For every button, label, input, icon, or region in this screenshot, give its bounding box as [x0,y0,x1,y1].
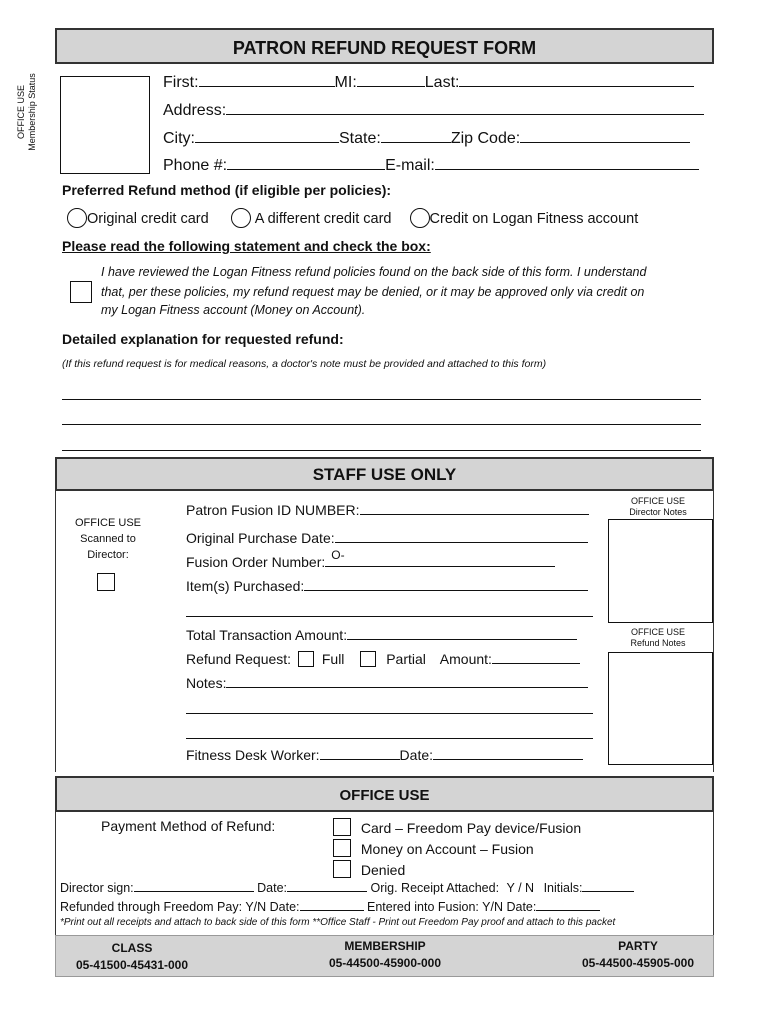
entered-date-input[interactable] [536,899,600,911]
email-input[interactable] [435,155,699,170]
desk-worker-label: Fitness Desk Worker: [186,747,320,763]
party-code: 05-44500-45905-000 [581,956,695,970]
items-input[interactable] [304,576,588,591]
option-logan-credit: Credit on Logan Fitness account [429,211,639,227]
card-freedom-pay-checkbox[interactable] [333,818,351,836]
state-label: State: [339,130,381,147]
fusion-id-input[interactable] [360,500,589,515]
partial-checkbox[interactable] [360,651,376,667]
phone-input[interactable] [227,155,385,170]
purchase-date-input[interactable] [335,528,588,543]
refunded-yn[interactable]: Y/N [245,900,267,914]
scanned-checkbox[interactable] [97,573,115,591]
items-label: Item(s) Purchased: [186,578,305,594]
fusion-id-row [186,500,589,518]
address-label: Address: [163,102,227,119]
entered-yn[interactable]: Y/N [482,900,503,914]
total-label: Total Transaction Amount: [186,627,348,643]
desk-date-input[interactable] [433,745,583,760]
director-sign-label: Director sign: [60,881,134,895]
membership-code-block [315,938,455,972]
staff-use-banner [55,457,714,491]
desk-date-label: Date: [399,747,434,763]
refunded-date-label: Date: [269,900,300,914]
scanned-office-use: OFFICE USE [74,517,141,529]
statement-line-2: that, per these policies, my refund request may be denied, or it may be approved only via credit on [101,285,645,299]
explanation-line-3[interactable] [62,450,701,451]
refund-request-label: Refund Request: [186,651,292,667]
state-input[interactable] [381,128,451,143]
desk-worker-row [186,745,583,763]
zip-input[interactable] [520,128,690,143]
desk-worker-input[interactable] [320,745,400,760]
zip-label: Zip Code: [450,130,521,147]
initials-label: Initials: [543,881,583,895]
money-on-account-checkbox[interactable] [333,839,351,857]
phone-row [163,155,699,175]
order-number-row [186,548,555,570]
radio-original-card[interactable] [67,208,87,228]
director-notes-title: Director Notes [629,507,687,517]
first-label: First: [163,74,199,91]
amount-input[interactable] [492,649,580,664]
payment-method-1 [333,818,581,836]
first-input[interactable] [199,72,335,87]
items-row [186,576,588,594]
scanned-to-director-label [68,515,148,563]
name-row [163,72,694,92]
explanation-heading: Detailed explanation for requested refund: [62,331,344,347]
denied-checkbox[interactable] [333,860,351,878]
director-notes-office-use: OFFICE USE [630,496,685,506]
membership-label: MEMBERSHIP [344,939,426,953]
option-different-card: A different credit card [254,211,392,227]
refund-method-heading: Preferred Refund method (if eligible per policies): [62,182,392,198]
card-freedom-pay-label: Card – Freedom Pay device/Fusion [360,820,582,836]
email-label: E-mail: [385,157,435,174]
explanation-line-1[interactable] [62,399,701,400]
office-use-banner [55,776,714,812]
total-row [186,625,577,643]
party-code-block [568,938,708,972]
address-row [163,100,704,120]
money-on-account-label: Money on Account – Fusion [360,841,534,857]
order-number-label: Fusion Order Number: [186,554,326,570]
director-date-label: Date: [257,881,288,895]
payment-method-label: Payment Method of Refund: [101,818,276,834]
director-sign-row [60,880,634,895]
membership-status-box[interactable] [60,76,150,174]
radio-logan-credit[interactable] [410,208,430,228]
orig-receipt-label: Orig. Receipt Attached: [370,881,500,895]
full-checkbox[interactable] [298,651,314,667]
director-notes-box[interactable] [608,519,713,623]
fusion-id-label: Patron Fusion ID NUMBER: [186,502,360,518]
office-footnote: *Print out all receipts and attach to back side of this form **Office Staff - Print out Freedom Pay proof and attach to this packet [60,917,616,928]
membership-status-vertical-label [16,52,46,172]
partial-label: Partial [386,651,426,667]
refund-request-row [186,649,580,667]
membership-code: 05-44500-45900-000 [328,956,442,970]
amount-label: Amount: [439,651,492,667]
purchase-date-label: Original Purchase Date: [186,530,335,546]
full-label: Full [321,651,345,667]
payment-method-2 [333,839,534,857]
notes-row [186,673,588,691]
refund-notes-office-use: OFFICE USE [630,627,685,637]
class-code-block [62,940,202,974]
last-label: Last: [424,74,460,91]
orig-receipt-yn[interactable]: Y / N [506,881,535,895]
city-row [163,128,690,148]
staff-use-title: STAFF USE ONLY [312,465,457,484]
mi-label: MI: [334,74,357,91]
notes-line-2[interactable] [186,713,593,714]
order-number-input[interactable] [325,548,555,567]
scanned-to: Scanned to [80,533,136,545]
director-notes-label [606,496,710,518]
radio-different-card[interactable] [231,208,251,228]
total-input[interactable] [347,625,577,640]
membership-status-label: Membership Status [27,73,37,151]
office-use-label: OFFICE USE [16,85,26,140]
entered-date-label: Date: [506,900,537,914]
refund-notes-box[interactable] [608,652,713,765]
city-label: City: [163,130,195,147]
last-input[interactable] [459,72,694,87]
entered-fusion-label: Entered into Fusion: [367,900,479,914]
items-line-2[interactable] [186,616,593,617]
denied-label: Denied [360,862,406,878]
refund-notes-title: Refund Notes [630,638,686,648]
refund-notes-label [606,627,710,649]
statement-heading: Please read the following statement and check the box: [62,238,431,254]
party-label: PARTY [618,939,658,953]
class-code: 05-41500-45431-000 [75,958,189,972]
statement-checkbox[interactable] [70,281,92,303]
explanation-line-2[interactable] [62,424,701,425]
order-prefix: O- [331,548,345,562]
option-original-card: Original credit card [87,211,209,227]
scanned-director: Director: [87,549,129,561]
city-input[interactable] [195,128,339,143]
refunded-through-label: Refunded through Freedom Pay: [60,900,243,914]
initials-input[interactable] [582,880,634,892]
director-date-input[interactable] [287,880,367,892]
mi-input[interactable] [357,72,425,87]
statement-line-3: my Logan Fitness account (Money on Account). [101,303,366,317]
address-input[interactable] [226,100,704,115]
form-title-banner [55,28,714,64]
class-label: CLASS [111,941,153,955]
payment-method-3 [333,860,405,878]
notes-line-3[interactable] [186,738,593,739]
statement-line-1: I have reviewed the Logan Fitness refund policies found on the back side of this form. I understand [101,265,647,279]
form-title: PATRON REFUND REQUEST FORM [232,38,537,58]
refund-method-options [67,208,638,228]
refunded-row [60,899,600,914]
notes-label: Notes: [186,675,227,691]
explanation-note: (If this refund request is for medical reasons, a doctor's note must be provided and attached to this form) [62,358,547,370]
phone-label: Phone #: [163,157,228,174]
refunded-date-input[interactable] [300,899,364,911]
notes-input[interactable] [226,673,588,688]
director-sign-input[interactable] [134,880,254,892]
purchase-date-row [186,528,588,546]
office-use-title: OFFICE USE [339,787,430,804]
